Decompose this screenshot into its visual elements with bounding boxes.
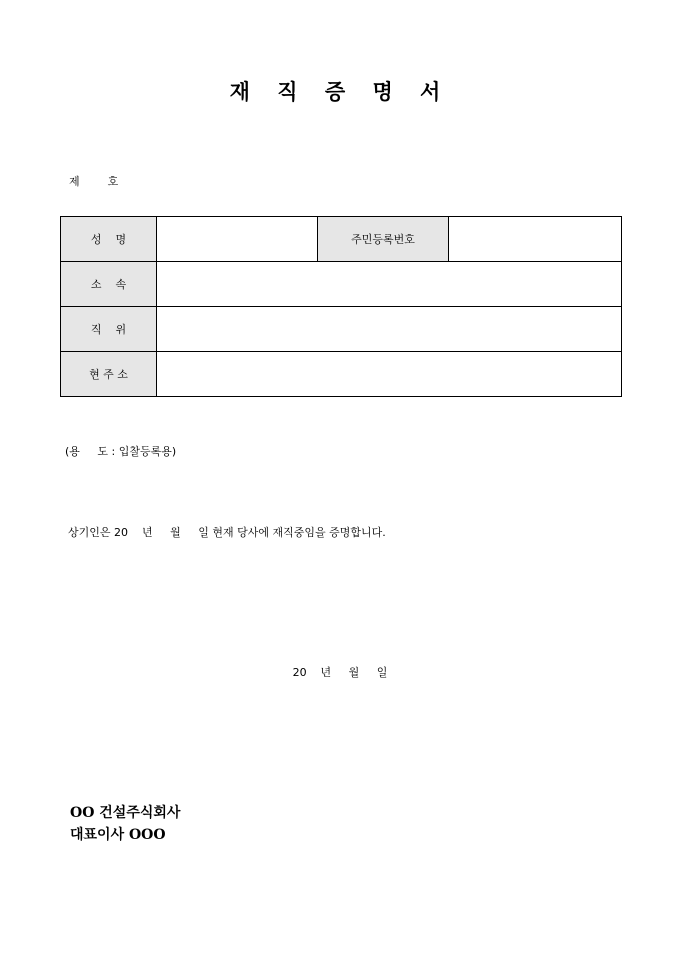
position-label: 직 위 [61, 307, 157, 352]
representative-name: 대표이사 OOO [70, 827, 166, 843]
department-value[interactable] [157, 262, 622, 307]
table-row-address [61, 352, 622, 397]
position-value[interactable] [157, 307, 622, 352]
id-number-value[interactable] [449, 217, 622, 262]
issue-date: 20 년 월 일 [292, 666, 388, 679]
company-name: OO 건설주식회사 [70, 805, 181, 821]
document-title: 재 직 증 명 서 [229, 79, 451, 104]
name-label: 성 명 [61, 217, 157, 262]
name-value[interactable] [157, 217, 318, 262]
table-row-position [61, 307, 622, 352]
signature-block [70, 802, 180, 846]
table-row-name [61, 217, 622, 262]
employee-info-table [60, 216, 622, 397]
department-label: 소 속 [61, 262, 157, 307]
table-row-department [61, 262, 622, 307]
address-label: 현 주 소 [61, 352, 157, 397]
address-value[interactable] [157, 352, 622, 397]
certification-statement: 상기인은 20 년 월 일 현재 당사에 재직중임을 증명합니다. [68, 526, 386, 539]
document-number: 제 호 [69, 175, 119, 188]
id-number-label: 주민등록번호 [318, 217, 449, 262]
purpose-text: (용 도 : 입찰등록용) [65, 445, 177, 458]
